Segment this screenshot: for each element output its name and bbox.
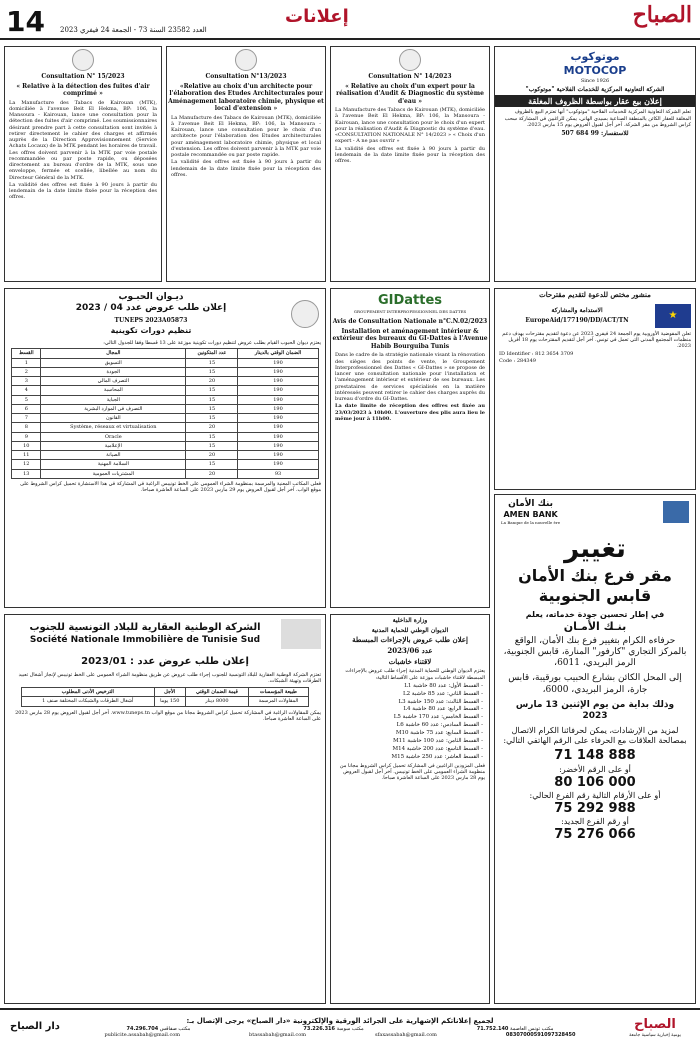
- table-cell: الصيانة: [41, 451, 186, 460]
- snit-table: [21, 687, 309, 707]
- table-cell: أشغال الطرقات والشبكات المختلفة صنف 1: [22, 697, 155, 706]
- footer-phone-2: 73.226.316: [303, 1025, 336, 1032]
- amen-lead: في إطار تحسين جودة خدماته، يعلم: [525, 609, 665, 619]
- table-cell: 9: [12, 432, 41, 441]
- footer-brand-left: دار الصباح: [10, 1021, 60, 1033]
- amen-phone-1: 71 148 888: [554, 748, 636, 764]
- cereals-table-header: القسط: [12, 349, 41, 358]
- gidattes-deadline: La date limite de réception des offres est fixée au 23/03/2023 à 10h00. L'ouverture des plis aura lieu le même jour à 11h00.: [335, 403, 485, 422]
- table-cell: 190: [238, 451, 318, 460]
- table-cell: 6: [12, 404, 41, 413]
- page-header: [0, 0, 700, 40]
- amen-phone-3: 75 292 988: [554, 800, 636, 816]
- footer-email-3[interactable]: sfaxassabah@gmail.com: [374, 1031, 437, 1038]
- cereals-table-header: الضمان الوقتي بالدينار: [238, 349, 318, 358]
- motocop-ad: [494, 46, 696, 282]
- consultation-subtitle: « Relative à la détection des fuites d'air comprimé »: [16, 82, 150, 97]
- gidattes-logo: GIDattes: [377, 293, 443, 308]
- table-cell: الإعلامية: [41, 441, 186, 450]
- amen-phone-4: 75 276 066: [554, 827, 636, 842]
- footer-email-2[interactable]: btassabah@gmail.com: [249, 1031, 306, 1038]
- eu-flag-icon: ★: [655, 304, 691, 328]
- table-cell: المشتريات العمومية: [41, 469, 186, 478]
- snit-logo-icon: [281, 619, 321, 649]
- list-item: - القسط الثاني: عدد 85 خاشبة L2: [402, 690, 483, 697]
- amen-or-3: أو رقم الفرع الجديد:: [561, 817, 629, 826]
- amen-bank-name-fr: AMEN BANK: [503, 510, 558, 520]
- eu-ref: EuropeAid/177190/DD/ACT/TN: [525, 316, 629, 324]
- table-cell: التصرف في الموارد البشرية: [41, 404, 186, 413]
- interior-subject: لاقتناء خاشبات: [388, 656, 432, 666]
- cereals-intro: يعتزم ديوان الحبوب القيام بطلب عروض لتنظيم دورات تكوينية موزعة على 13 قسطا وفقا للجدول التالي:: [103, 340, 321, 346]
- amen-bank-tagline: La Banque de la nouvelle ère: [501, 520, 561, 526]
- table-row: [12, 469, 318, 478]
- table-cell: 190: [238, 441, 318, 450]
- motocop-phone: للاستفسار: 99 684 507: [561, 130, 629, 137]
- list-item: - القسط الثامن: عدد 100 خاشبة M11: [392, 737, 483, 744]
- gidattes-body: Dans le cadre de la stratégie nationale visant la rénovation des sièges des points de vente, le Groupement Interprofessionnel des Dattes « GI-Dattes » se propose de lancer une consultation nationale pour l'installation et l'aménagement intérieur et extérieur de ses bureaux. Les prestataires de services spécialisés en la matière intéressés peuvent retirer le cahier des charges auprès du bureau d'ordre du GI-Dattes.: [335, 352, 485, 402]
- mtk-logo-icon: [72, 49, 94, 71]
- amen-bank-ad: [494, 494, 696, 1004]
- amen-headline-2: مقر فرع بنك الأمان: [518, 565, 672, 585]
- cereals-table-header: عدد المتكونين: [186, 349, 238, 358]
- consultation-body: La Manufacture des Tabacs de Kairouan (MTK), domiciliée à l'avenue Beit El Hekma, BP: 106, la Mansoura - Kairouan, lance une consultation pour la détection des fuites d'air comprimé. Les soumissionnaires désirant prendre part à cette consultation sont invités à retirer directement le cahier des charges et affirmés auprès de la Direction Approvisionnement (Service Achats Locaux) de la MTK pendant les horaires de travail. Les offres doivent parvenir à la MTK par voie postale recommandée ou par poste rapide, ou déposées directement au bureau d'ordre de la MTK, sous une enveloppe, fermée et scellée, libellée au nom du Directeur Général de la MTK.: [9, 99, 157, 181]
- motocop-title: إعلان بيع عقار بواسطة الظروف المغلقة: [495, 95, 695, 107]
- footer-contacts: [70, 1017, 610, 1038]
- table-row: [12, 432, 318, 441]
- table-row: [12, 423, 318, 432]
- snit-title: إعلان طلب عروض عدد : 2023/01: [81, 656, 249, 667]
- table-cell: 190: [238, 423, 318, 432]
- table-cell: 190: [238, 358, 318, 367]
- table-cell: 8: [12, 423, 41, 432]
- eu-title: منشور مختص للدعوة لتقديم مقترحات: [539, 290, 651, 299]
- consultation-13: [166, 46, 326, 282]
- table-row: [12, 414, 318, 423]
- table-cell: Système, réseaux et virtualisation: [41, 423, 186, 432]
- gidattes-subject: Installation et aménagement intérieur & extérieur des bureaux du GI-Dattes à l'Avenue Habib Bourguiba Tunis: [332, 327, 488, 350]
- cereals-logo-icon: [291, 300, 319, 328]
- eu-body: تعلن المفوضية الأوروبية يوم الجمعة 24 فيفري 2023 عن دعوة لتقديم مقترحات بهدف دعم منظمات المجتمع المدني التي تعمل في تونس. آخر أجل لتقديم المقترحات يوم 18 أفريل 2023.: [502, 330, 691, 350]
- table-cell: المقاولات المرسمة: [248, 697, 308, 706]
- snit-table-header: الترخيص الأدنى المطلوب: [22, 688, 155, 697]
- snit-table-header: الأجل: [154, 688, 185, 697]
- footer-rib: 08307000591097328450: [505, 1031, 576, 1038]
- section-title: إعلانات: [285, 6, 349, 27]
- consultation-title: Consultation N° 15/2023: [41, 73, 125, 80]
- list-item: - القسط الخامس: عدد 170 خاشبة L5: [393, 714, 483, 721]
- eu-call-ad: [494, 288, 696, 490]
- table-cell: السلامة المهنية: [41, 460, 186, 469]
- list-item: - القسط الثالث: عدد 150 خاشبة L3: [398, 698, 483, 705]
- gidattes-ad: [330, 288, 490, 608]
- table-row: [12, 451, 318, 460]
- gidattes-title: Avis de Consultation Nationale n°C.N.02/2023: [332, 318, 488, 326]
- cereals-org: ديـوان الحبـوب: [118, 292, 184, 302]
- table-cell: 15: [186, 404, 238, 413]
- table-cell: 1: [12, 358, 41, 367]
- interior-ministry: وزارة الداخلية: [392, 617, 428, 624]
- amen-phone-2: 80 106 000: [554, 774, 636, 790]
- table-cell: التسويق: [41, 358, 186, 367]
- snit-sud-ad: [4, 614, 326, 1004]
- footer-phone-3: 74.296.704: [126, 1025, 159, 1032]
- table-cell: 15: [186, 395, 238, 404]
- cereals-subject: تنظيم دورات تكوينية: [110, 326, 192, 335]
- cereals-tuneps: TUNEPS 2023A05873: [114, 316, 188, 324]
- table-row: [12, 358, 318, 367]
- motocop-company: الشركة التعاونية المركزية للخدمات الفلاحية "موتوكوب": [525, 85, 665, 93]
- amen-or-2: أو على الأرقام التالية رقم الفرع الحالي:: [529, 790, 661, 800]
- interior-body: فعلى المزودين الراغبين في المشاركة تحميل كراس الشروط مجانا من منظومة الشراء العمومي على الخط تونيبس. آخر أجل لقبول العروض يوم 28 مارس 2023 على الساعة العاشرة صباحا.: [339, 762, 485, 781]
- table-cell: الجودة: [41, 367, 186, 376]
- table-cell: 190: [238, 414, 318, 423]
- cereals-table-header: المجال: [41, 349, 186, 358]
- table-cell: 190: [238, 386, 318, 395]
- table-cell: 15: [186, 367, 238, 376]
- list-item: - القسط الرابع: عدد 80 خاشبة L4: [403, 706, 483, 713]
- table-cell: 15: [186, 441, 238, 450]
- consultation-subtitle: «Relative au choix d'un architecte pour l'élaboration des Etudes Architecturales pour Aménagement laboratoire chimie, physique et local d'extension »: [168, 82, 324, 112]
- interior-lot-list: [337, 683, 483, 761]
- snit-name-fr: Société Nationale Immobilière de Tunisie Sud: [29, 634, 261, 645]
- cereals-body: فعلى المكاتب المعنية والمرسمة بمنظومة الشراء العمومي على الخط تونيبس الراغبة في المشاركة في هذا الاستشارة تحميل كراس الشروط على موقع الواب. آخر أجل لقبول العروض يوم 29 مارس 2023 على الساعة العاشرة صباحا.: [20, 480, 321, 493]
- table-row: [12, 460, 318, 469]
- table-cell: 13: [12, 469, 41, 478]
- eu-code: Code : 284349: [499, 357, 536, 364]
- amen-body-4: لمزيد من الإرشادات، يمكن لحرفائنا الكرام الاتصال بمصالحة العلاقات مع الحرفاء على الرقم الهاتفي التالي:: [503, 726, 687, 746]
- masthead-logo: الصباح: [632, 2, 692, 28]
- motocop-body: تعلم الشركة التعاونية المركزية للخدمات الفلاحية "موتوكوب" أنها تعتزم البيع بالظروف المغلقة للعقار الكائن بالمنطقة الصناعية بسيدي الهاني، يمكن للراغبين في المشاركة سحب كراس الشروط من مقر الشركة. آخر أجل لقبول العروض يوم 15 مارس 2023.: [504, 109, 691, 128]
- footer-brand-right: الصباح يومية إخبارية سياسية جامعة: [629, 1016, 681, 1038]
- page-number: 14: [6, 5, 45, 38]
- table-cell: 20: [186, 423, 238, 432]
- table-cell: Oracle: [41, 432, 186, 441]
- snit-name-ar: الشركة الوطنية العقارية للبلاد التونسية للجنوب: [29, 622, 261, 634]
- table-cell: 15: [186, 414, 238, 423]
- table-cell: القانون: [41, 414, 186, 423]
- consultation-footer: La validité des offres est fixée à 90 jours à partir du lendemain de la date limite fixée pour la réception des offres.: [9, 181, 157, 201]
- table-row: [12, 367, 318, 376]
- amen-headline-1: تغيير: [564, 534, 626, 565]
- consultation-footer: La validité des offres est fixée à 90 jours à partir du lendemain de la date limite fixée pour la réception des offres.: [335, 145, 485, 164]
- table-row: [12, 386, 318, 395]
- table-cell: 2: [12, 367, 41, 376]
- interior-title: إعلان طلب عروض بالإجراءات المبسطة: [352, 635, 468, 644]
- eu-subtitle: الاستدامة والمشاركة: [551, 307, 603, 315]
- amen-name: بنـك الأمـان: [563, 619, 627, 633]
- list-item: - القسط الأول: عدد 80 خاشبة L1: [404, 682, 483, 689]
- table-cell: 190: [238, 404, 318, 413]
- amen-body-3: وذلك بداية من يوم الإثنين 13 مارس 2023: [515, 699, 675, 721]
- list-item: - القسط السابع: عدد 75 خاشبة M10: [395, 730, 483, 736]
- consultation-body: La Manufacture des Tabacs de Kairouan (MTK), domiciliée à l'avenue Beit El Hekma, BP: 106, la Mansoura - Kairouan, lance une consultation pour le choix d'un architecte pour l'élaboration des Etudes architecturales pour aménagement laboratoire chimie, physique et local d'extension. Les offres doivent parvenir à la MTK par voie postale recommandée ou par poste rapide.: [171, 114, 321, 158]
- table-cell: 3: [12, 377, 41, 386]
- snit-intro: تعتزم الشركة الوطنية العقارية للبلاد التونسية للجنوب إجراء طلب عروض عن طريق منظومة الشراء العمومي على الخط تونيبس لإنجاز أشغال تعبيد الطرقات وتهيئة الشبكات.: [18, 671, 321, 684]
- table-row: [12, 377, 318, 386]
- mtk-logo-icon: [235, 49, 257, 71]
- snit-body: يمكن للمقاولات الراغبة في المشاركة تحميل كراس الشروط مجانا من موقع الواب www.tuneps.tn. آخر أجل لقبول العروض يوم 28 مارس 2023 على الساعة العاشرة صباحا.: [15, 709, 321, 722]
- table-cell: 190: [238, 377, 318, 386]
- amen-or-1: أو على الرقم الأخضر:: [559, 764, 631, 774]
- table-cell: 15: [186, 432, 238, 441]
- consultation-14: [330, 46, 490, 282]
- table-cell: 150 يوما: [154, 697, 185, 706]
- interior-org: الديوان الوطني للحماية المدنية: [371, 626, 449, 634]
- page-footer: [0, 1008, 700, 1045]
- table-cell: المحاسبة: [41, 386, 186, 395]
- table-cell: 15: [186, 386, 238, 395]
- table-cell: الجباية: [41, 395, 186, 404]
- cereals-table: [11, 348, 318, 479]
- table-cell: 15: [186, 460, 238, 469]
- table-cell: 93: [238, 469, 318, 478]
- table-cell: 190: [238, 395, 318, 404]
- amen-bank-name-ar: بنك الأمان: [508, 499, 554, 509]
- consultation-body: La Manufacture des Tabacs de Kairouan (MTK), domiciliée à l'avenue Beit El Hekma, BP: 106, la Mansoura - Kairouan, lance une consultation pour le choix d'un expert pour la réalisation d'Audit & Diagnostic du système d'eau. «CONSULTATION NATIONALE N° 14/2023 » « Choix d'un expert - A ne pas ouvrir »: [335, 107, 485, 145]
- list-item: - القسط السادس: عدد 60 خاشبة L6: [396, 722, 483, 729]
- eu-id: ID Identifier : 812 3654 3709: [499, 350, 574, 357]
- footer-office-3: مكتب صفاقس: [159, 1025, 191, 1032]
- table-cell: 4: [12, 386, 41, 395]
- consultation-15: [4, 46, 162, 282]
- amen-body-2: إلى المحل الكائن بشارع الحبيب بورقيبة، قابس جارة، الرمز البريدي، 6000،: [508, 673, 682, 695]
- consultation-title: Consultation N°13/2023: [205, 73, 287, 80]
- consultation-subtitle: « Relative au choix d'un expert pour la réalisation d'Audit & Diagnostic du système d'eau »: [336, 82, 484, 105]
- footer-phone-1: 71.752.140: [476, 1025, 509, 1032]
- motocop-since: Since 1926: [580, 77, 610, 84]
- list-item: - القسط العاشر: عدد 250 خاشبة M15: [391, 753, 483, 760]
- table-cell: 190: [238, 432, 318, 441]
- table-cell: 5: [12, 395, 41, 404]
- table-cell: 10: [12, 441, 41, 450]
- amen-bank-logo-icon: [663, 501, 689, 523]
- footer-email-1[interactable]: publicite.assabah@gmail.com: [104, 1031, 181, 1038]
- footer-office-1: مكتب تونس العاصمة: [510, 1025, 554, 1032]
- interior-number: عدد 2023/06: [387, 645, 433, 655]
- snit-table-header: طبيعة المؤسسات: [248, 688, 308, 697]
- table-cell: 8000 دينار: [185, 697, 248, 706]
- table-cell: 20: [186, 377, 238, 386]
- mtk-logo-icon: [399, 49, 421, 71]
- consultation-title: Consultation N° 14/2023: [368, 73, 452, 80]
- amen-headline-3: قابس الجنوبية: [538, 585, 652, 605]
- motocop-brand: MOTOCOP: [563, 63, 627, 77]
- issue-line: العدد 23582 السنة 73 - الجمعة 24 فيفري 2023: [60, 26, 207, 34]
- table-cell: 190: [238, 460, 318, 469]
- table-cell: 12: [12, 460, 41, 469]
- cereals-office-ad: [4, 288, 326, 608]
- consultation-footer: La validité des offres est fixée à 90 jours à partir du lendemain de la date limite fixée pour la réception des offres.: [171, 159, 321, 178]
- table-row: [12, 441, 318, 450]
- list-item: - القسط التاسع: عدد 200 خاشبة M14: [392, 745, 483, 752]
- civil-protection-ad: [330, 614, 490, 1004]
- footer-office-2: مكتب سوسة: [336, 1025, 364, 1032]
- table-cell: 20: [186, 469, 238, 478]
- table-cell: التصرف المالي: [41, 377, 186, 386]
- table-cell: 15: [186, 358, 238, 367]
- footer-headline: لجميع إعلاناتكم الإشهارية على الجرائد الورقية والإلكترونية «دار الصباح» يرجى الإتصال بـ:: [186, 1016, 494, 1025]
- motocop-brand-ar: موتوكوب: [570, 50, 620, 63]
- table-row: [12, 404, 318, 413]
- snit-table-header: قيمة الضمان الوقتي: [185, 688, 248, 697]
- amen-body-1: حرفاءه الكرام بتغيير فرع بنك الأمان، الواقع بالمركز التجاري "كارفور" المنارة، قابس الجنوبية، الرمز البريدي، 6011،: [503, 635, 687, 668]
- cereals-title: إعلان طلب عروض عدد 04 / 2023: [75, 303, 227, 314]
- interior-intro: يعتزم الديوان الوطني للحماية المدنية إجراء طلب عروض بالإجراءات المبسطة لاقتناء خاشبات موزعة على الأقساط التالية:: [345, 668, 485, 681]
- table-cell: 20: [186, 451, 238, 460]
- gidattes-tagline: GROUPEMENT INTERPROFESSIONNEL DES DATTES: [353, 309, 467, 315]
- table-cell: 190: [238, 367, 318, 376]
- table-cell: 7: [12, 414, 41, 423]
- table-cell: 11: [12, 451, 41, 460]
- table-row: [12, 395, 318, 404]
